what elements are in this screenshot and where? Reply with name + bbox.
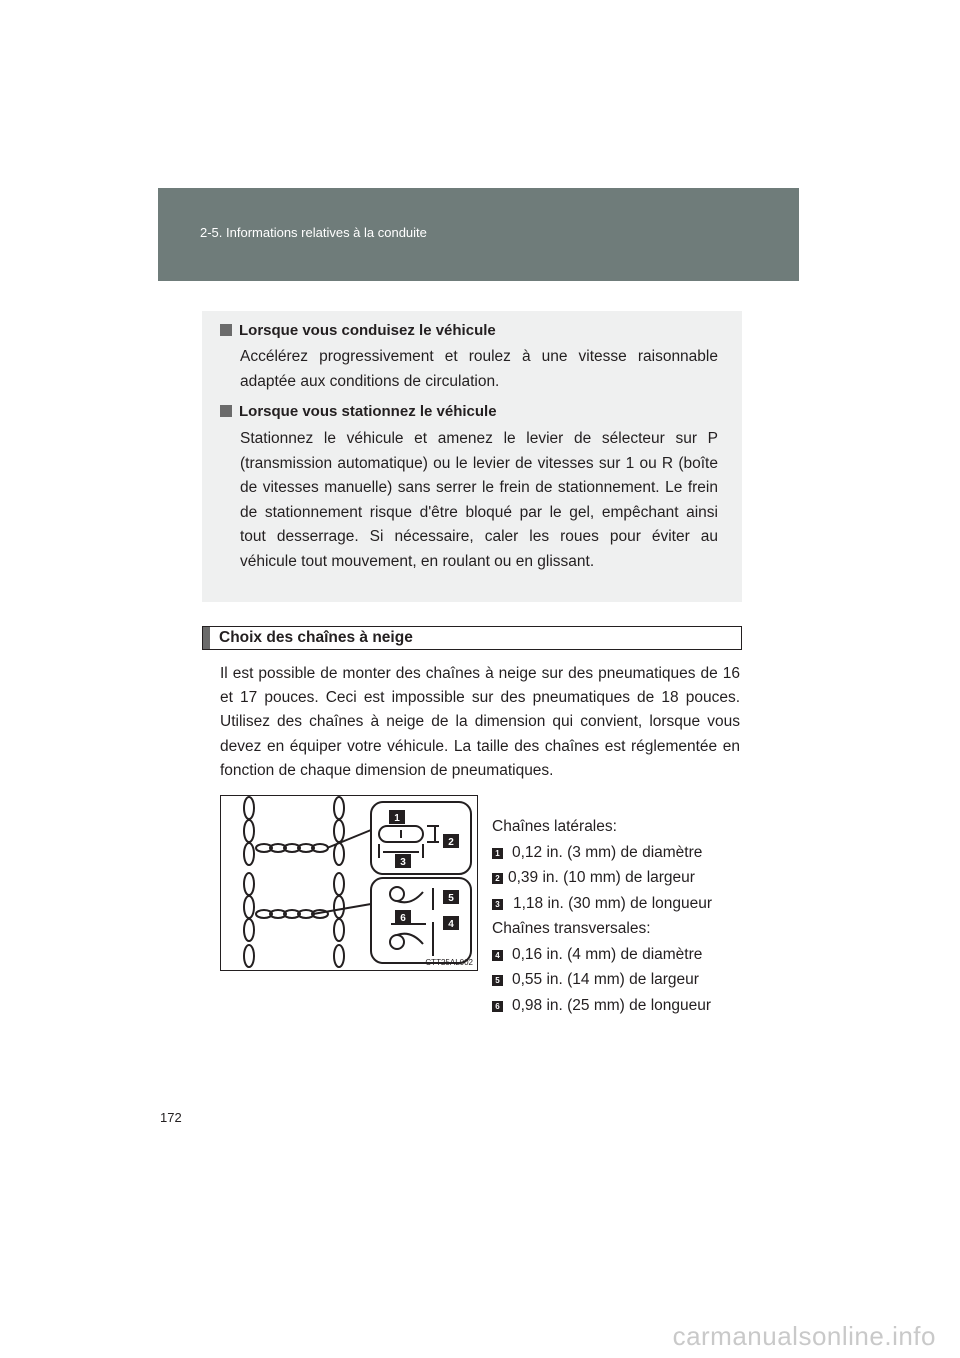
header-bar — [158, 188, 799, 281]
number-badge: 4 — [492, 950, 503, 961]
spec-text: 0,12 in. (3 mm) de diamètre — [512, 843, 703, 861]
spec-text: 0,39 in. (10 mm) de largeur — [508, 869, 695, 886]
side-chain-right — [334, 797, 344, 967]
watermark: carmanualsonline.info — [672, 1321, 936, 1351]
info-body: Stationnez le véhicule et amenez le levier de sélecteur sur P (transmission automatique) ou le levier de vitesses sur 1 ou R (boîte de vitesses manuelle) sans serrer le frein de stationnement. Le frein de stationnement risque d'être bloqué par le gel, empêchant ainsi tout desserrage. Si nécessaire, caler les roues pour éviter au véhicule tout mouvement, en roulant ou en glissant. — [240, 430, 718, 570]
cross-chains-title: Chaînes transversales: — [492, 920, 651, 937]
spec-text: 0,55 in. (14 mm) de largeur — [512, 971, 699, 988]
callout-label: 6 — [400, 913, 406, 924]
info-body: Accélérez progressivement et roulez à une vitesse raisonnable adaptée aux conditions de circulation. — [240, 348, 718, 390]
figure-code: CTT25AL002 — [425, 958, 473, 967]
callout-label: 1 — [394, 813, 400, 824]
number-badge: 3 — [492, 899, 503, 910]
info-heading: Lorsque vous conduisez le véhicule — [220, 322, 496, 339]
side-chain-left — [244, 797, 254, 967]
square-bullet-icon — [220, 405, 232, 417]
info-heading: Lorsque vous stationnez le véhicule — [220, 403, 497, 420]
cross-chain-top — [256, 844, 328, 852]
info-box — [202, 311, 742, 602]
square-bullet-icon — [220, 324, 232, 336]
snow-chain-figure — [220, 795, 478, 971]
chain-illustration — [221, 796, 477, 970]
page-number: 172 — [160, 1110, 182, 1125]
number-badge: 5 — [492, 975, 503, 986]
section-paragraph: Il est possible de monter des chaînes à neige sur des pneumatiques de 16 et 17 pouces. Ceci est impossible sur des pneumatiques de 18 pouces. Utilisez des chaînes à neige de la dimension qui convient, lorsque vous devez en équiper votre véhicule. La taille des chaînes est réglementée en fonction de chaque dimension de pneumatiques. — [220, 665, 740, 779]
section-marker — [203, 627, 210, 649]
section-title — [202, 626, 742, 650]
callout-label: 2 — [448, 837, 454, 848]
callout-label: 3 — [400, 857, 406, 868]
callout-label: 5 — [448, 893, 454, 904]
section-breadcrumb: 2-5. Informations relatives à la conduite — [200, 225, 427, 240]
callout-label: 4 — [448, 919, 454, 930]
section-title-text: Choix des chaînes à neige — [219, 629, 413, 646]
spec-text: 0,16 in. (4 mm) de diamètre — [512, 945, 703, 963]
spec-text: 0,98 in. (25 mm) de longueur — [512, 996, 712, 1014]
number-badge: 2 — [492, 873, 503, 884]
spec-text: 1,18 in. (30 mm) de longueur — [513, 894, 713, 912]
number-badge: 6 — [492, 1001, 503, 1012]
number-badge: 1 — [492, 848, 503, 859]
side-chains-title: Chaînes latérales: — [492, 818, 617, 835]
